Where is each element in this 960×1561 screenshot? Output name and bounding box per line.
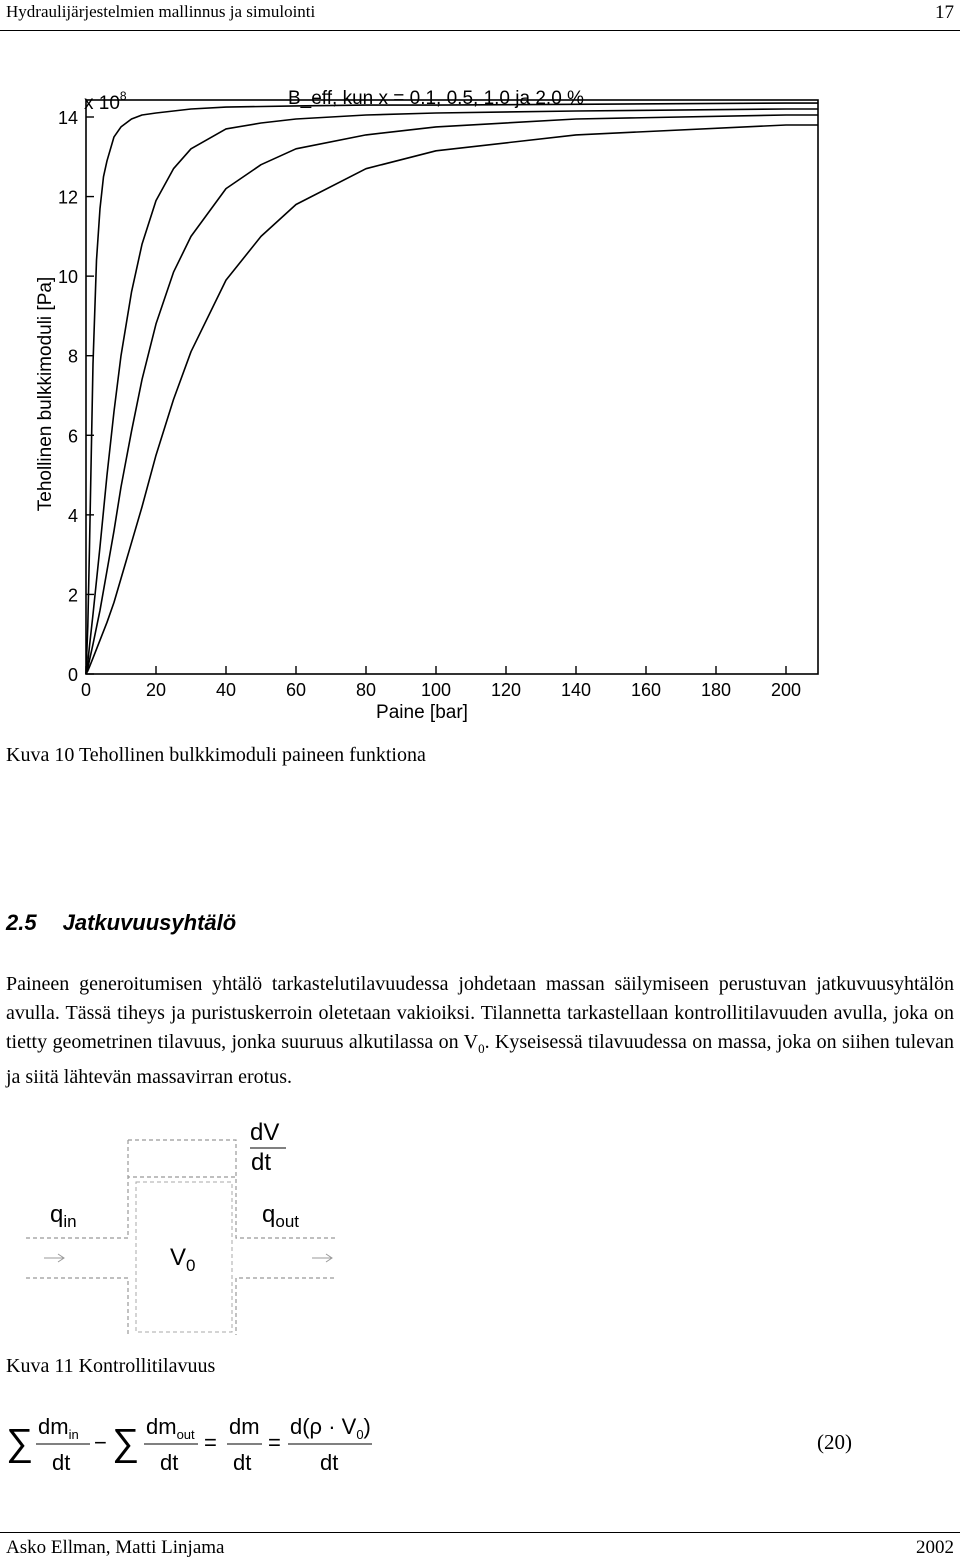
q-out-label: $q_{out}$: [262, 1201, 299, 1231]
dm-out-numerator: $dm_{out}$: [146, 1414, 195, 1442]
footer-rule: [0, 1532, 960, 1533]
x-tick-label: 120: [490, 680, 522, 700]
dt-denominator-2: dt: [160, 1450, 179, 1475]
sum-symbol-2: ∑: [112, 1422, 140, 1464]
y-tick-label: 2: [67, 585, 78, 606]
minus-sign: −: [94, 1430, 107, 1455]
equation-number: (20): [817, 1430, 852, 1454]
footer-authors: Asko Ellman, Matti Linjama: [6, 1537, 225, 1558]
x-tick-label: 180: [700, 680, 732, 700]
figure-10-caption: Kuva 10 Tehollinen bulkkimoduli paineen funktiona: [6, 744, 426, 766]
chart-title: B_eff, kun x = 0.1, 0.5, 1.0 ja 2.0 %: [288, 88, 584, 109]
header-rule: [0, 30, 960, 31]
paragraph-text-2: . Kyseisessä tilavuudessa on massa, joka on siihen tulevan ja siitä lähtevän massavirran erotus.: [6, 1031, 954, 1088]
section-heading: [6, 910, 236, 936]
series-line-2: [86, 109, 818, 674]
running-header-title: Hydraulijärjestelmien mallinnus ja simulointi: [6, 2, 316, 21]
dm-in-numerator: $dm_{in}$: [38, 1414, 79, 1442]
y-tick-label: 4: [67, 505, 78, 526]
y-tick-label: 6: [67, 426, 78, 447]
x-tick-label: 60: [285, 680, 307, 700]
y-tick-label: 0: [67, 665, 78, 685]
x-tick-label: 160: [630, 680, 662, 700]
x-tick-label: 200: [770, 680, 802, 700]
body-paragraph: [6, 970, 954, 1092]
dt-denominator-4: dt: [320, 1450, 339, 1475]
equals-sign-2: =: [268, 1430, 281, 1455]
dt-denominator-1: dt: [52, 1450, 71, 1475]
section-number: 2.5: [6, 910, 37, 935]
dt-label: dt: [251, 1149, 272, 1176]
x-tick-label: 0: [80, 680, 92, 700]
figure-11-caption: Kuva 11 Kontrollitilavuus: [6, 1355, 216, 1377]
x-tick-label: 100: [420, 680, 452, 700]
paragraph-text-1: Paineen generoitumisen yhtälö tarkastelutilavuudessa johdetaan massan säilymiseen perustuvan jatkuvuusyhtälön avulla. Tässä tiheys ja puristuskerroin oletetaan vakioiksi. Tilannetta tarkastellaan kontrollitilavuuden avulla, joka on tietty geometrinen tilavuus, jonka suuruus alkutilassa on V: [6, 973, 954, 1053]
footer-year: 2002: [916, 1537, 954, 1558]
x-axis-label: Paine [bar]: [376, 702, 468, 723]
sum-symbol-1: ∑: [6, 1422, 34, 1464]
control-volume-diagram: [0, 1115, 960, 1335]
q-in-label: $q_{in}$: [50, 1201, 77, 1231]
page-number: 17: [935, 2, 954, 23]
dt-denominator-3: dt: [233, 1450, 252, 1475]
x-tick-label: 40: [215, 680, 237, 700]
plot-frame: [86, 100, 818, 674]
series-line-3: [86, 115, 818, 674]
section-title: Jatkuvuusyhtälö: [62, 910, 237, 935]
x-tick-label: 80: [355, 680, 377, 700]
x-tick-label: 140: [560, 680, 592, 700]
continuity-equation: [0, 1405, 800, 1485]
dv-label: dV: [250, 1119, 280, 1146]
y-tick-label: 10: [57, 267, 78, 288]
rho-v0-numerator: $d(\rho \cdot V_0)$: [290, 1414, 371, 1442]
y-tick-label: 12: [57, 187, 78, 208]
x-tick-label: 20: [145, 680, 167, 700]
series-line-4: [86, 125, 818, 674]
y-axis-label: Tehollinen bulkkimoduli [Pa]: [35, 276, 56, 512]
control-volume-boundary: [26, 1140, 336, 1335]
y-tick-label: 14: [57, 108, 78, 128]
v0-label: $V_0$: [170, 1244, 196, 1275]
dm-numerator: dm: [229, 1414, 260, 1439]
paragraph-subscript: 0: [478, 1041, 485, 1056]
y-multiplier: x $10^8$: [84, 89, 127, 114]
bulk-modulus-chart: [0, 60, 960, 800]
equals-sign-1: =: [204, 1430, 217, 1455]
y-tick-label: 8: [67, 346, 78, 367]
series-line-1: [86, 103, 818, 674]
